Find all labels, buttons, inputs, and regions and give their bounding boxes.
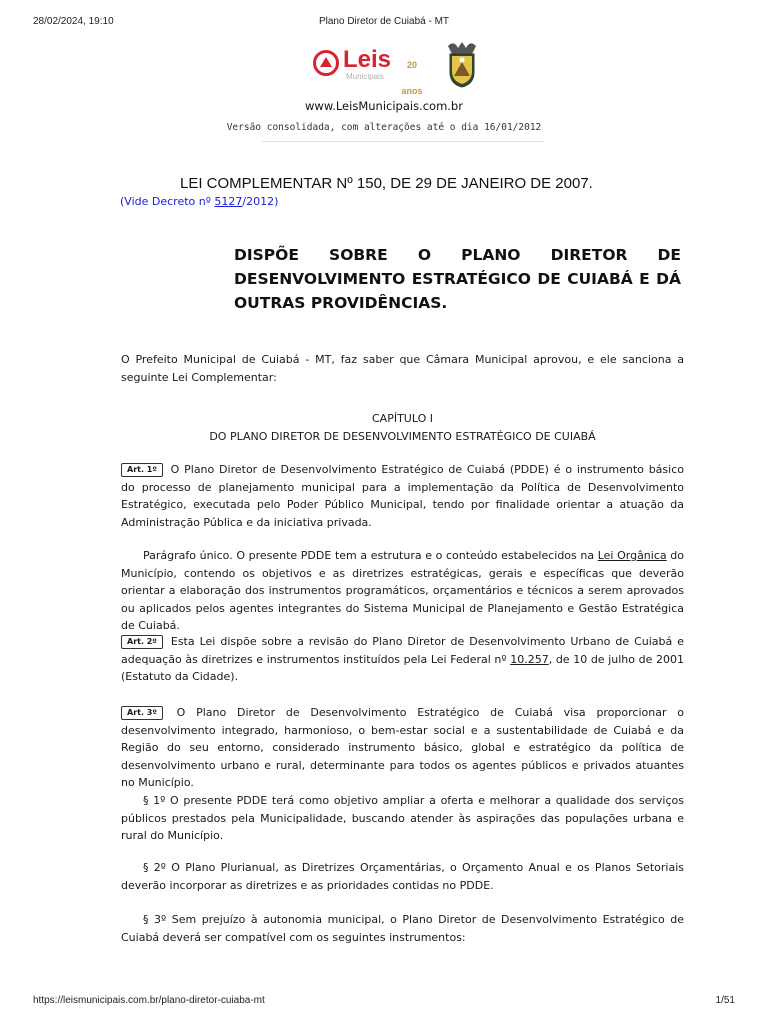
law-ementa [234, 243, 681, 315]
cuiaba-coat-of-arms-icon [442, 40, 482, 88]
logo-row [0, 40, 768, 96]
leis-logo-sub: Municipais [346, 72, 384, 81]
article-3-text: O Plano Diretor de Desenvolvimento Estratégico de Cuiabá visa proporcionar o desenvolvimento integrado, harmonioso, o bem-estar social e a sustentabilidade de Cuiabá e da Região do seu entorno, considerado instrumento básico, global e estratégico da política de desenvolvimento urbano e rural, determinante para todos os agentes públicos e privados atuantes no Município. [121, 706, 684, 790]
version-note: Versão consolidada, com alterações até o dia 16/01/2012 [226, 122, 542, 133]
chapter-number: CAPÍTULO I [372, 412, 433, 425]
article-2 [121, 633, 684, 686]
law-title: LEI COMPLEMENTAR Nº 150, DE 29 DE JANEIRO DE 2007. [180, 175, 593, 192]
article-3-paragraph-1: § 1º O presente PDDE terá como objetivo ampliar a oferta e melhorar a qualidade dos serviços públicos prestados pela Municipalidade, buscando atender às aspirações das populações urbana e rural do Município. [121, 794, 684, 843]
print-header [0, 16, 768, 30]
article-1-text: O Plano Diretor de Desenvolvimento Estratégico de Cuiabá (PDDE) é o instrumento básico do processo de planejamento municipal para a implementação da Política de Desenvolvimento Estratégico, executada pelo Poder Público Municipal, tendo por finalidade orientar a atuação da Administração Pública e da iniciativa privada. [121, 463, 684, 529]
vide-prefix: (Vide Decreto nº [120, 195, 215, 208]
article-2-badge[interactable]: Art. 2º [121, 635, 163, 649]
article-1-paragraph-after: do Município, contendo os objetivos e as diretrizes estratégicas, gerais e específicas que deverão orientar a elaboração dos instrumentos programáticos, orçamentários e técnicos a serem aprovados ou aplicados pelos agentes integrantes do Sistema Municipal de Planejamento e Gestão Estratégica de Cuiabá. [121, 549, 684, 633]
article-2-before: Esta Lei dispõe sobre a revisão do Plano Diretor de Desenvolvimento Urbano de Cuiabá e adequação às diretrizes e instrumentos instituídos pela Lei Federal nº [121, 635, 685, 666]
header-divider [262, 141, 544, 142]
leis-municipais-logo[interactable] [313, 46, 433, 96]
article-3-paragraph-3: § 3º Sem prejuízo à autonomia municipal, o Plano Diretor de Desenvolvimento Estratégico de Cuiabá deverá ser compatível com os seguintes instrumentos: [121, 913, 684, 944]
vide-decreto [120, 195, 278, 208]
site-url[interactable]: www.LeisMunicipais.com.br [305, 99, 463, 113]
article-1-paragraph-before: Parágrafo único. O presente PDDE tem a estrutura e o conteúdo estabelecidos na [143, 549, 598, 562]
ementa-line: DISPÕE SOBRE O PLANO DIRETOR DE [234, 246, 681, 264]
article-1 [121, 461, 684, 531]
chapter-name: DO PLANO DIRETOR DE DESENVOLVIMENTO ESTRATÉGICO DE CUIABÁ [209, 430, 596, 443]
article-3-badge[interactable]: Art. 3º [121, 706, 163, 720]
lei-organica-link[interactable]: Lei Orgânica [597, 549, 667, 562]
ementa-line: DESENVOLVIMENTO ESTRATÉGICO DE CUIABÁ E DÁ [234, 270, 681, 288]
article-3-paragraph-2: § 2º O Plano Plurianual, as Diretrizes Orçamentárias, o Orçamento Anual e os Planos Setoriais deverão incorporar as diretrizes e as prioridades contidas no PDDE. [121, 861, 684, 892]
preamble: O Prefeito Municipal de Cuiabá - MT, faz saber que Câmara Municipal aprovou, e ele sanciona a seguinte Lei Complementar: [121, 353, 684, 384]
lei-federal-link[interactable]: 10.257 [510, 652, 549, 666]
print-footer-url: https://leismunicipais.com.br/plano-diretor-cuiaba-mt [33, 995, 265, 1006]
print-datetime: 28/02/2024, 19:10 [33, 16, 114, 27]
anniversary-badge: 20 anos [401, 60, 423, 96]
print-page-title: Plano Diretor de Cuiabá - MT [318, 16, 450, 27]
vide-decreto-link[interactable]: 5127 [214, 195, 243, 208]
leis-logo-word: Leis [343, 46, 392, 73]
article-3 [121, 704, 684, 792]
print-page-number: 1/51 [715, 995, 735, 1006]
article-1-paragraph [121, 547, 684, 635]
leis-logo-icon [313, 50, 339, 76]
vide-suffix: /2012) [242, 195, 279, 208]
print-footer [0, 995, 768, 1009]
article-1-badge[interactable]: Art. 1º [121, 463, 163, 477]
ementa-line: OUTRAS PROVIDÊNCIAS. [234, 294, 448, 312]
article-2-after: , de 10 de julho de 2001 (Estatuto da Cidade). [121, 652, 684, 684]
